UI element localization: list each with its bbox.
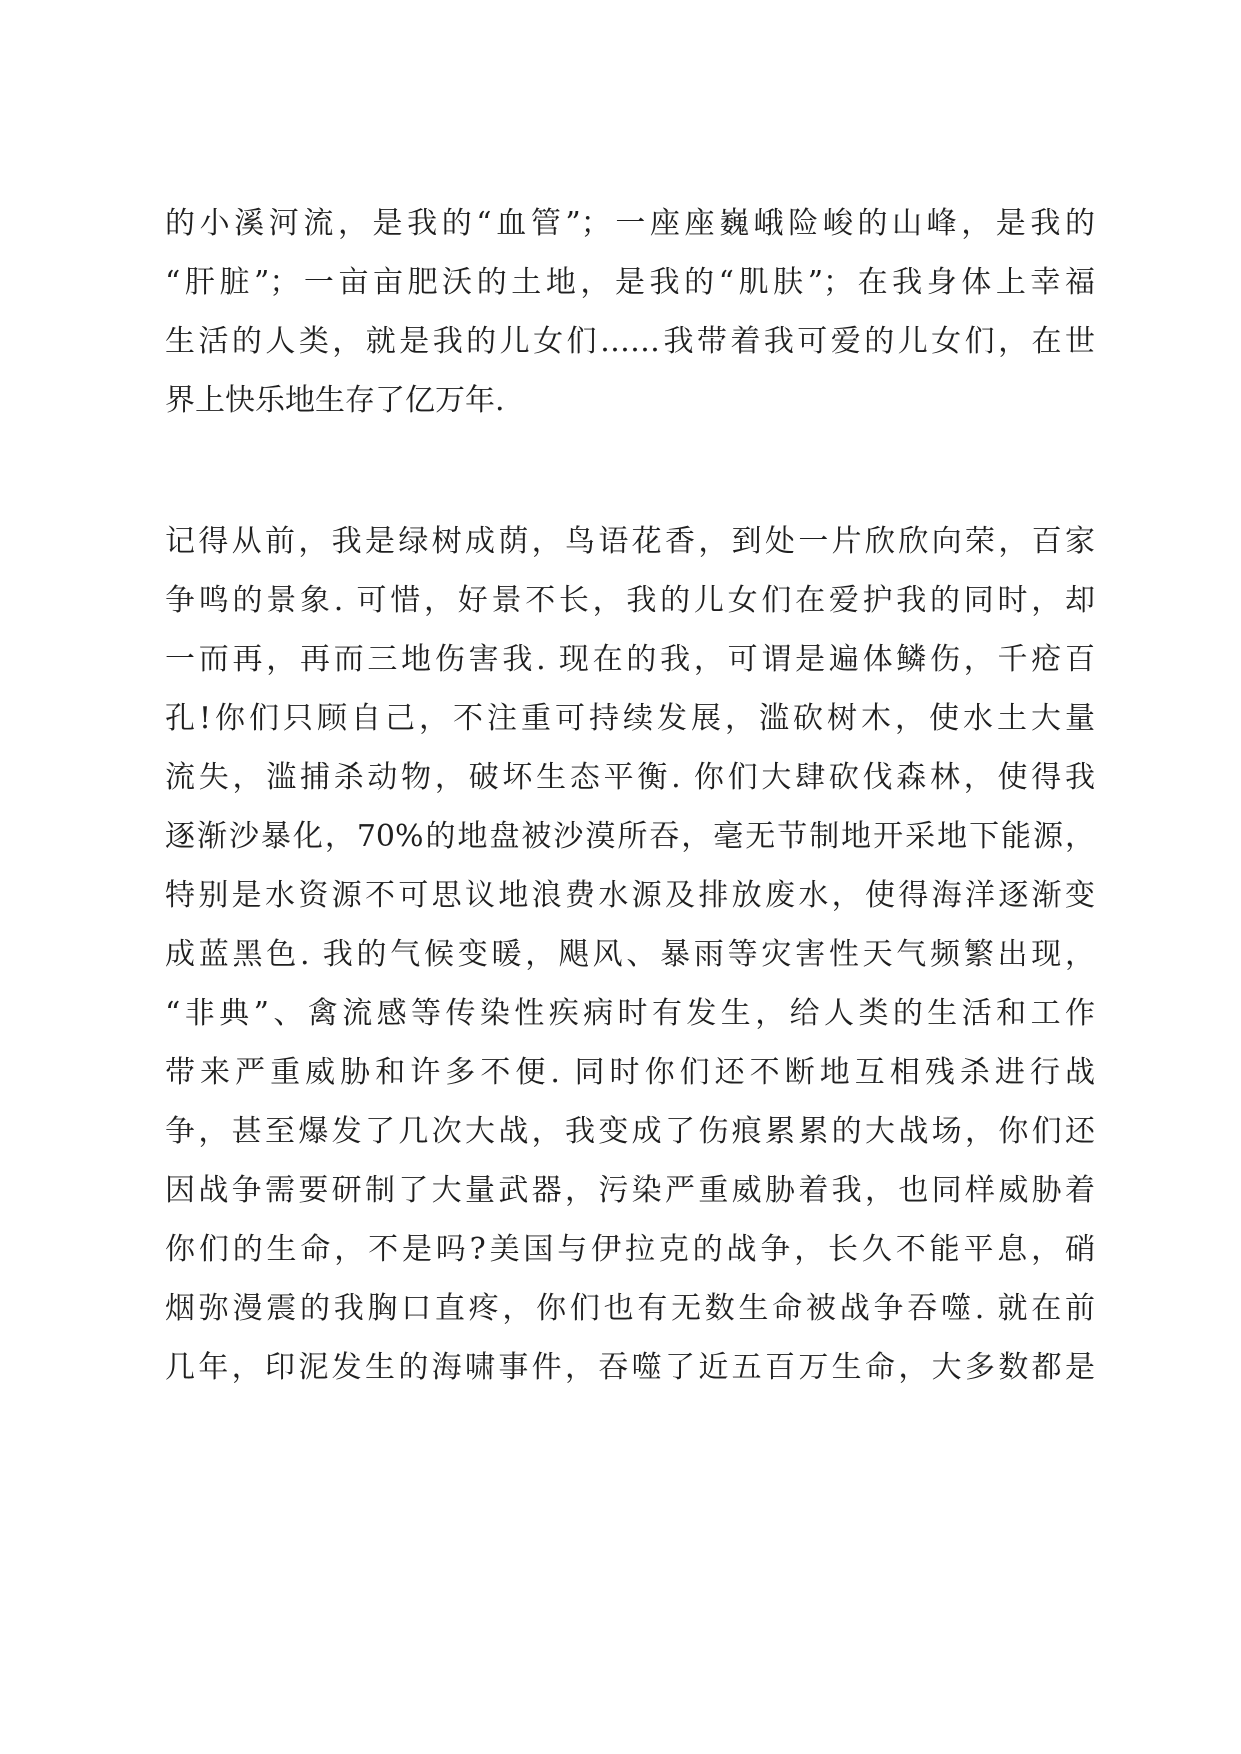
paragraph-line: 烟弥漫震的我胸口直疼，你们也有无数生命被战争吞噬. 就在前 — [165, 1291, 1095, 1326]
paragraph-line: 生活的人类，就是我的儿女们……我带着我可爱的儿女们，在世 — [165, 324, 1095, 359]
paragraph-line: 特别是水资源不可思议地浪费水源及排放废水，使得海洋逐渐变 — [165, 878, 1095, 913]
paragraph-line: 几年，印泥发生的海啸事件，吞噬了近五百万生命，大多数都是 — [165, 1350, 1095, 1385]
paragraph-line: 一而再，再而三地伤害我. 现在的我，可谓是遍体鳞伤，千疮百 — [165, 642, 1095, 677]
paragraph-line: 带来严重威胁和许多不便. 同时你们还不断地互相残杀进行战 — [165, 1055, 1095, 1090]
paragraph-line: 流失，滥捕杀动物，破坏生态平衡. 你们大肆砍伐森林，使得我 — [165, 760, 1095, 795]
paragraph-line: “非典”、禽流感等传染性疾病时有发生，给人类的生活和工作 — [165, 996, 1095, 1031]
paragraph-line: 孔!你们只顾自己，不注重可持续发展，滥砍树木，使水土大量 — [165, 701, 1095, 736]
paragraph-line: 的小溪河流，是我的“血管”；一座座巍峨险峻的山峰，是我的 — [165, 206, 1095, 241]
paragraph-line: 记得从前，我是绿树成荫，鸟语花香，到处一片欣欣向荣，百家 — [165, 524, 1095, 559]
paragraph-line: 逐渐沙暴化，70%的地盘被沙漠所吞，毫无节制地开采地下能源， — [165, 819, 1095, 854]
paragraph-line: 你们的生命，不是吗?美国与伊拉克的战争，长久不能平息，硝 — [165, 1232, 1095, 1267]
paragraph-line: 争鸣的景象. 可惜，好景不长，我的儿女们在爱护我的同时，却 — [165, 583, 1095, 618]
paragraph-line: 因战争需要研制了大量武器，污染严重威胁着我，也同样威胁着 — [165, 1173, 1095, 1208]
paragraph-line: 成蓝黑色. 我的气候变暖，飓风、暴雨等灾害性天气频繁出现， — [165, 937, 1095, 972]
paragraph-line: 争，甚至爆发了几次大战，我变成了伤痕累累的大战场，你们还 — [165, 1114, 1095, 1149]
paragraph-line: 界上快乐地生存了亿万年. — [165, 383, 505, 418]
paragraph-line: “肝脏”；一亩亩肥沃的土地，是我的“肌肤”；在我身体上幸福 — [165, 265, 1095, 300]
